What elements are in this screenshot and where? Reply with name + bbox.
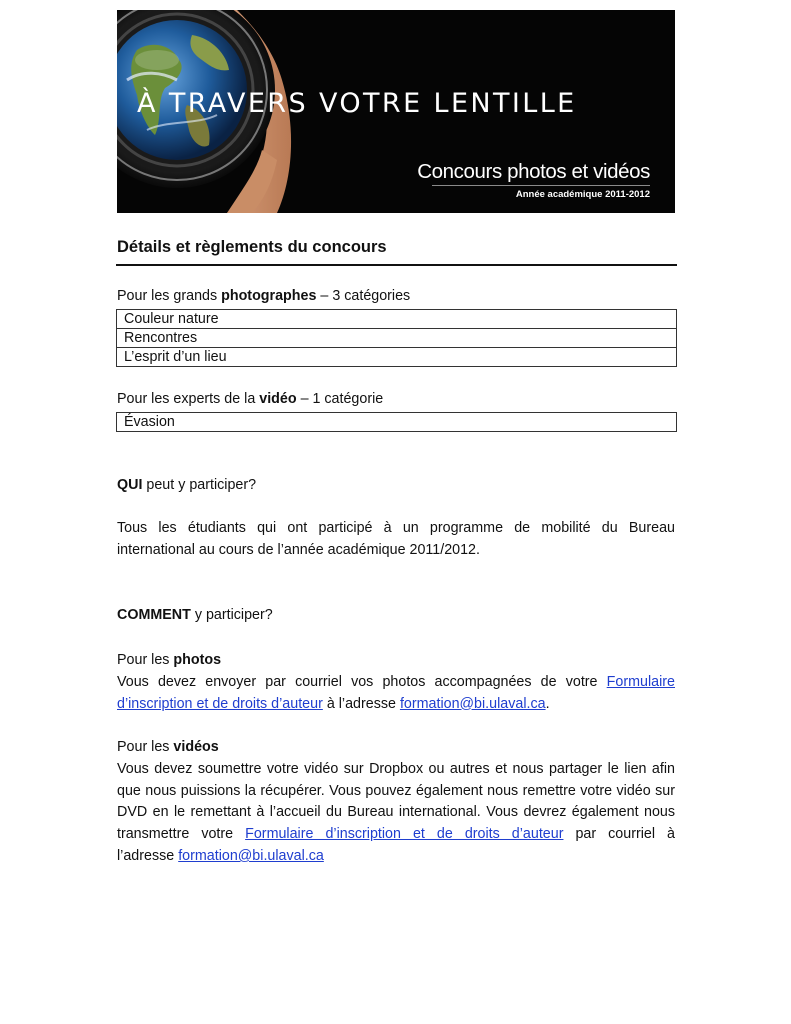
category-cell: L’esprit d’un lieu xyxy=(117,348,677,367)
photos-line-text: à l’adresse xyxy=(322,695,400,712)
photos-line-end: . xyxy=(545,695,550,712)
table-row xyxy=(117,413,677,432)
category-cell: Évasion xyxy=(117,413,677,432)
photo-intro-prefix: Pour les grands xyxy=(117,288,222,304)
photos-line xyxy=(117,694,675,716)
comment-heading xyxy=(117,607,273,623)
videos-section xyxy=(117,737,675,868)
video-intro-suffix: – 1 catégorie xyxy=(296,391,384,407)
videos-label-prefix: Pour les xyxy=(117,739,174,755)
videos-line-text: l’adresse xyxy=(117,847,179,864)
videos-line: DVD en le remettant à l’accueil du Bureau international. Vous devrez également nous xyxy=(117,804,675,821)
form-link[interactable]: Formulaire d’inscription et de droits d’auteur xyxy=(245,826,564,843)
photo-intro xyxy=(117,288,410,304)
qui-body-line: Tous les étudiants qui ont participé à un programme de mobilité du Bureau xyxy=(117,520,675,536)
contest-banner xyxy=(117,10,675,213)
photo-categories-table xyxy=(116,309,677,367)
photo-intro-suffix: – 3 catégories xyxy=(316,288,411,304)
banner-divider xyxy=(432,185,650,186)
table-row xyxy=(117,348,677,367)
email-link[interactable]: formation@bi.ulaval.ca xyxy=(178,847,324,864)
heading-divider xyxy=(116,264,677,266)
video-intro-prefix: Pour les experts de la xyxy=(117,391,260,407)
videos-label xyxy=(117,737,675,759)
videos-label-bold: vidéos xyxy=(173,739,219,755)
banner-subtitle: Concours photos et vidéos xyxy=(417,160,650,183)
comment-bold: COMMENT xyxy=(117,607,191,623)
videos-line: que nous puissions la récupérer. Vous pouvez également nous remettre votre vidéo sur xyxy=(117,782,675,799)
photo-intro-bold: photographes xyxy=(221,288,317,304)
category-cell: Couleur nature xyxy=(117,310,677,329)
video-intro-bold: vidéo xyxy=(259,391,297,407)
photos-line xyxy=(117,672,675,694)
video-categories-table xyxy=(116,412,677,432)
photos-line-text: Vous devez envoyer par courriel vos photos accompagnées de votre xyxy=(117,673,598,690)
qui-bold: QUI xyxy=(117,477,143,493)
videos-line: Vous devez soumettre votre vidéo sur Dropbox ou autres et nous partager le lien afin xyxy=(117,760,675,777)
photos-label-prefix: Pour les xyxy=(117,652,174,668)
photos-section xyxy=(117,650,675,715)
banner-title: À TRAVERS VOTRE LENTILLE xyxy=(137,88,577,119)
table-row xyxy=(117,329,677,348)
video-intro xyxy=(117,391,383,407)
category-cell: Rencontres xyxy=(117,329,677,348)
qui-rest: peut y participer? xyxy=(142,477,257,493)
section-heading: Détails et règlements du concours xyxy=(117,238,387,256)
comment-rest: y participer? xyxy=(190,607,273,623)
qui-heading xyxy=(117,477,256,493)
photos-label xyxy=(117,650,675,672)
email-link[interactable]: formation@bi.ulaval.ca xyxy=(399,695,546,712)
videos-line-text: transmettre votre xyxy=(117,826,246,843)
table-row xyxy=(117,310,677,329)
photos-label-bold: photos xyxy=(173,652,222,668)
qui-body-line: international au cours de l’année académique 2011/2012. xyxy=(117,541,480,558)
form-link[interactable]: d’inscription et de droits d’auteur xyxy=(117,695,323,712)
form-link[interactable]: Formulaire xyxy=(606,673,675,690)
videos-line-text: par courriel à xyxy=(563,826,675,843)
banner-year: Année académique 2011-2012 xyxy=(515,189,650,200)
videos-line xyxy=(117,846,675,868)
qui-body xyxy=(117,518,675,562)
videos-line xyxy=(117,824,675,846)
